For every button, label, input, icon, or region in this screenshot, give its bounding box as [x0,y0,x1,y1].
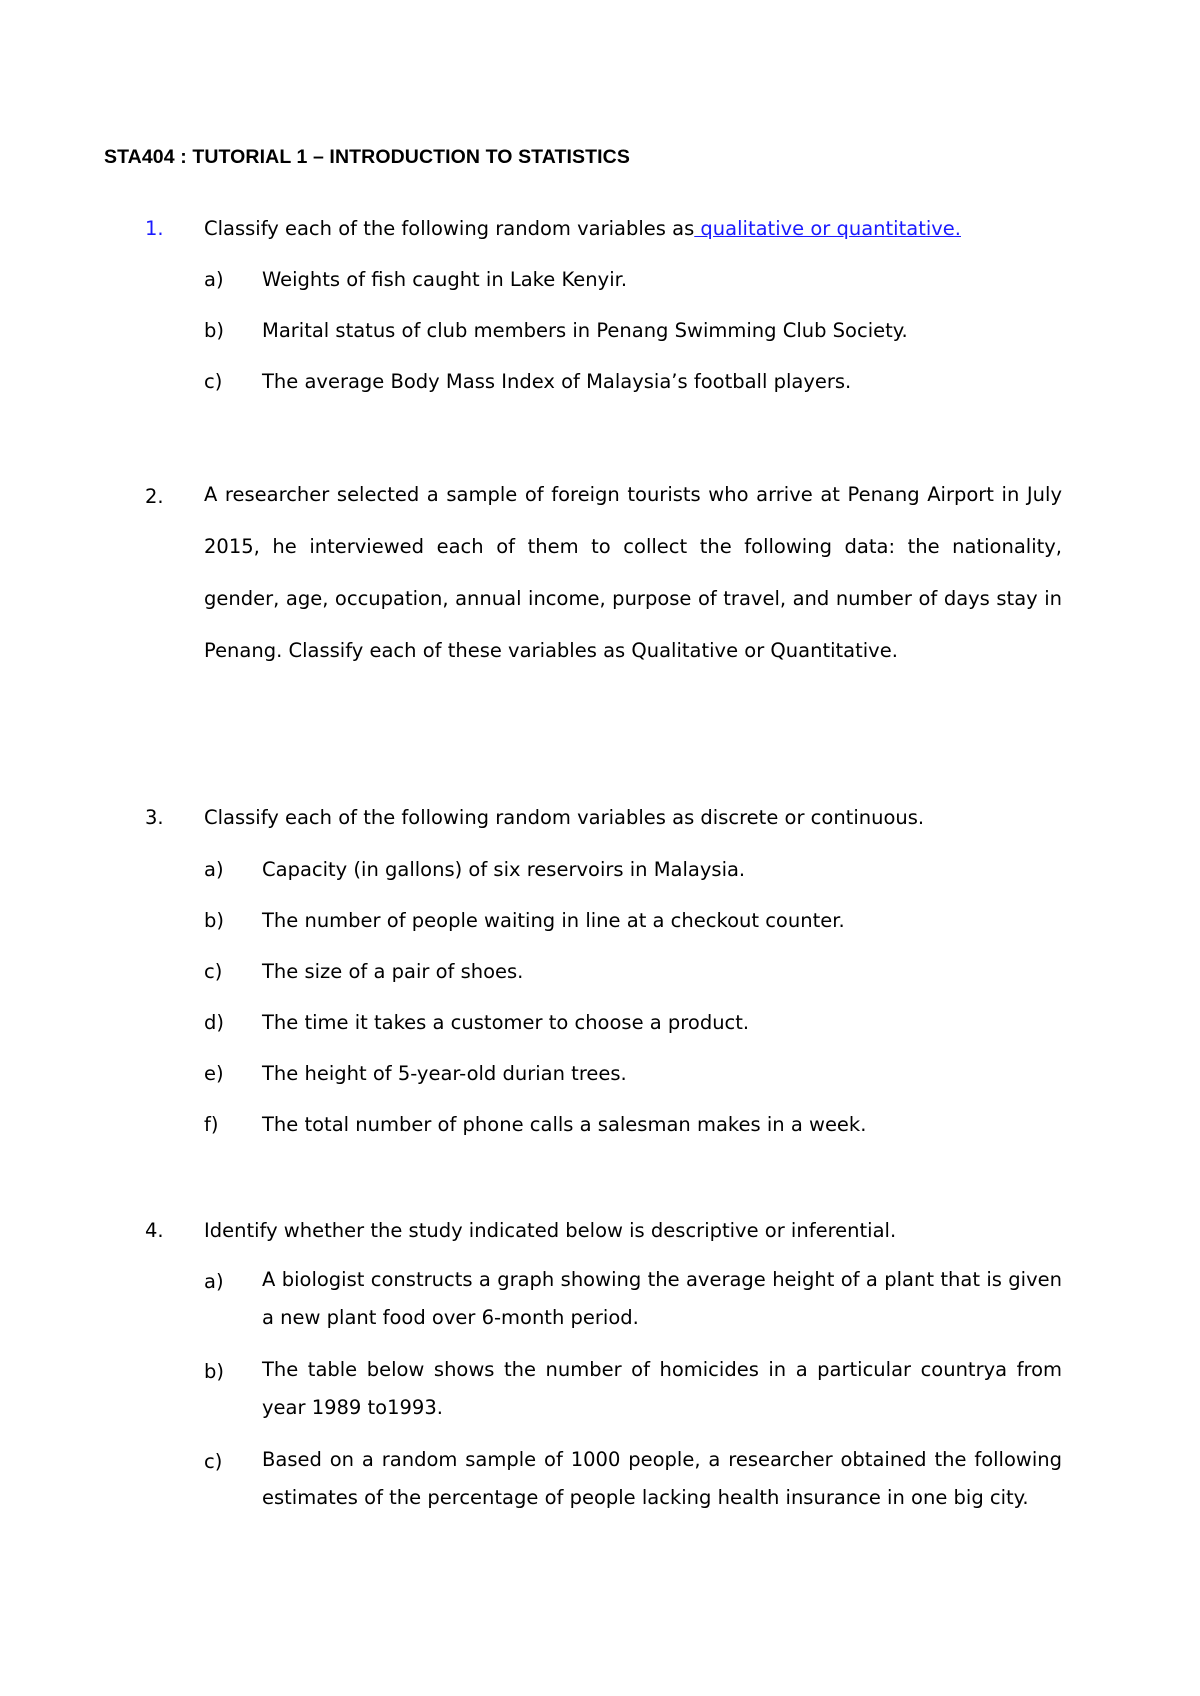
question-4-item-c-text: Based on a random sample of 1000 people, a researcher obtained the following estimates of the percentage of people lacking health insurance in one big city. [262,1448,1062,1509]
question-1-item-a-label: a) [204,268,224,291]
question-4-text: Identify whether the study indicated below is descriptive or inferential. [204,1219,897,1242]
question-1-text [204,217,961,240]
question-3-item-e-label: e) [204,1062,224,1085]
question-4-item-a-text: A biologist constructs a graph showing the average height of a plant that is given a new plant food over 6-month period. [262,1268,1062,1329]
question-3-text: Classify each of the following random variables as discrete or continuous. [204,806,925,829]
question-3-item-c-text: The size of a pair of shoes. [262,960,524,983]
question-3-item-b-label: b) [204,909,224,932]
question-3-item-a-label: a) [204,858,224,881]
question-1-item-a-text: Weights of fish caught in Lake Kenyir. [262,268,628,291]
question-1-text-prefix: Classify each of the following random variables as [204,217,695,240]
question-4-item-c-label: c) [204,1450,223,1473]
question-1-item-c-label: c) [204,370,223,393]
question-1-number: 1. [145,217,164,240]
page-title: STA404 : TUTORIAL 1 – INTRODUCTION TO STATISTICS [104,146,630,168]
question-3-item-c-label: c) [204,960,223,983]
question-3-item-b-text: The number of people waiting in line at a checkout counter. [262,909,845,932]
qualitative-quantitative-link[interactable]: qualitative or quantitative. [694,217,961,240]
question-3-item-f-text: The total number of phone calls a salesman makes in a week. [262,1113,867,1136]
question-3-item-e-text: The height of 5-year-old durian trees. [262,1062,627,1085]
question-1-item-b-text: Marital status of club members in Penang Swimming Club Society. [262,319,908,342]
question-3-item-d-label: d) [204,1011,224,1034]
question-2-text: A researcher selected a sample of foreign tourists who arrive at Penang Airport in July 2015, he interviewed each of them to collect the following data: the nationality, gender, age, occupation, annual income, purpose of travel, and number of days stay in Penang. Classify each of these variables as Qualitative or Quantitative. [204,483,1062,662]
question-4-number: 4. [145,1219,164,1242]
question-1-item-b-label: b) [204,319,224,342]
question-1-item-c-text: The average Body Mass Index of Malaysia’s football players. [262,370,852,393]
question-4-item-b-text: The table below shows the number of homicides in a particular countrya from year 1989 to1993. [262,1358,1062,1419]
question-4-item-b-label: b) [204,1360,224,1383]
question-4-item-a-label: a) [204,1270,224,1293]
question-3-number: 3. [145,806,164,829]
question-3-item-a-text: Capacity (in gallons) of six reservoirs in Malaysia. [262,858,746,881]
question-3-item-d-text: The time it takes a customer to choose a product. [262,1011,750,1034]
question-3-item-f-label: f) [204,1113,219,1136]
question-2-number: 2. [145,485,164,508]
